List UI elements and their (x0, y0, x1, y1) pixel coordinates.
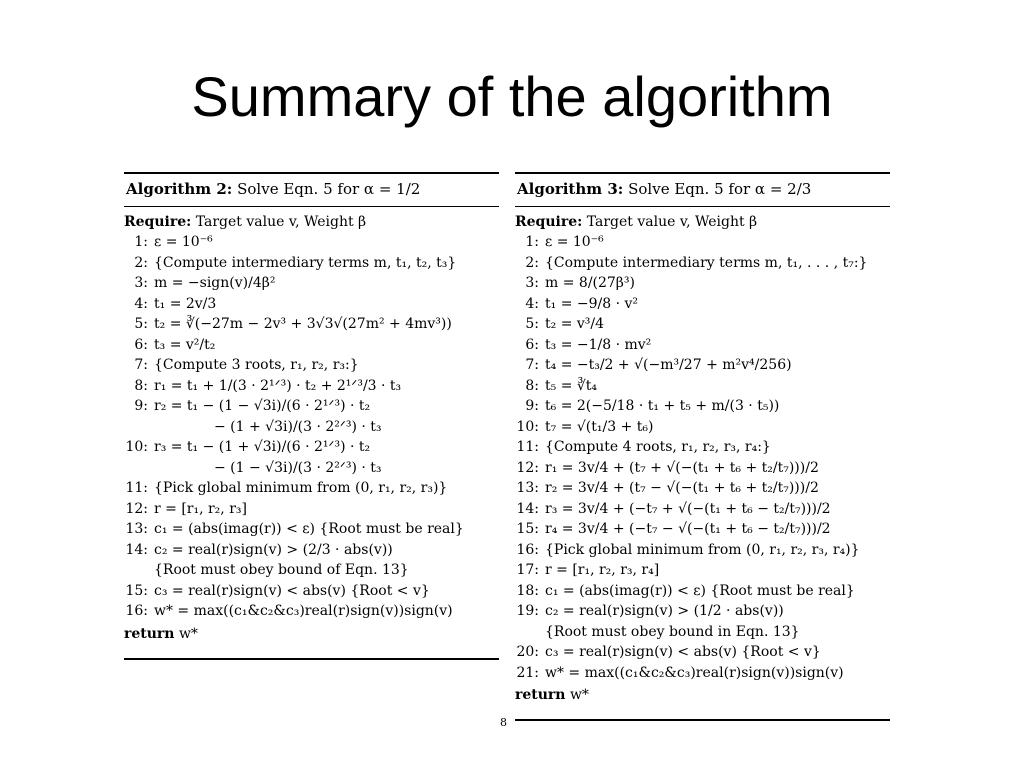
line-text: {Compute 3 roots, r₁, r₂, r₃:} (154, 357, 359, 373)
algorithm-3-caption: Solve Eqn. 5 for α = 2/3 (628, 180, 812, 198)
algorithm-line (124, 396, 499, 417)
line-number: 9: (134, 398, 148, 414)
line-number: 16: (516, 541, 539, 558)
line-text: ε = 10⁻⁶ (154, 234, 213, 250)
line-number: 20: (516, 644, 539, 660)
algorithm-2-return (124, 624, 499, 644)
line-text: w* = max((c₁&c₂&c₃)real(r)sign(v))sign(v) (545, 664, 844, 681)
line-number (124, 417, 154, 438)
algorithm-3-require-label: Require: (515, 214, 583, 230)
line-text: ε = 10⁻⁶ (545, 234, 604, 250)
line-number: 5: (134, 316, 148, 332)
algorithm-3-bottom-rule (515, 719, 890, 721)
algorithm-line (124, 560, 499, 581)
algorithm-line (515, 663, 890, 684)
line-number: 13: (516, 480, 539, 496)
line-text: {Compute 4 roots, r₁, r₂, r₃, r₄:} (545, 439, 771, 455)
algorithm-line (515, 560, 890, 581)
line-text: c₂ = real(r)sign(v) > (1/2 · abs(v)) (545, 603, 784, 619)
line-text: {Root must obey bound of Eqn. 13} (154, 562, 409, 578)
slide-title: Summary of the algorithm (191, 65, 833, 128)
algorithm-line (515, 581, 890, 602)
line-number: 13: (125, 521, 148, 537)
line-number: 1: (134, 234, 148, 250)
line-number: 8: (525, 377, 539, 394)
algorithm-line (124, 273, 499, 294)
line-text: − (1 + √3i)/(3 · 2²ᐟ³) · t₃ (214, 418, 382, 435)
line-text: m = 8/(27β³) (545, 275, 635, 291)
algorithm-3-return-value: w* (569, 687, 589, 703)
algorithm-2-require-text: Target value v, Weight β (195, 214, 367, 230)
algorithm-line (515, 478, 890, 499)
line-text: c₁ = (abs(imag(r)) < ε) {Root must be real} (154, 521, 464, 537)
line-text: t₃ = −1/8 · mv² (545, 336, 652, 353)
algorithm-2-lines (124, 232, 499, 622)
line-number: 14: (516, 500, 539, 517)
algorithm-3-return (515, 685, 890, 705)
line-number: 6: (134, 336, 148, 353)
line-number: 6: (525, 336, 539, 353)
line-text: r₃ = t₁ − (1 + √3i)/(6 · 2¹ᐟ³) · t₂ (154, 439, 371, 455)
algorithm-3-box (515, 172, 890, 721)
algorithm-line (124, 499, 499, 520)
line-text: r₁ = t₁ + 1/(3 · 2¹ᐟ³) · t₂ + 2¹ᐟ³/3 · t₃ (154, 377, 402, 394)
line-number: 9: (525, 398, 539, 414)
line-number: 7: (134, 357, 148, 373)
line-text: c₁ = (abs(imag(r)) < ε) {Root must be real} (545, 582, 855, 599)
algorithm-2-return-label: return (124, 625, 175, 642)
algorithm-3-lines (515, 232, 890, 683)
line-number: 8: (134, 377, 148, 394)
line-number: 10: (516, 418, 539, 435)
algorithm-line (124, 232, 499, 253)
line-text: r₃ = 3v/4 + (−t₇ + √(−(t₁ + t₆ − t₂/t₇)))/2 (545, 500, 831, 517)
line-text: r = [r₁, r₂, r₃] (154, 500, 247, 517)
line-text: t₄ = −t₃/2 + √(−m³/27 + m²v⁴/256) (545, 357, 792, 373)
line-number: 11: (516, 439, 539, 455)
line-number: 15: (516, 521, 539, 537)
line-number: 2: (134, 254, 148, 271)
line-text: w* = max((c₁&c₂&c₃)real(r)sign(v))sign(v) (154, 603, 453, 619)
line-text: t₅ = ∛t₄ (545, 377, 598, 394)
line-number: 5: (525, 316, 539, 332)
algorithm-line (124, 376, 499, 397)
line-number: 3: (134, 275, 148, 291)
algorithm-line (515, 396, 890, 417)
algorithm-3-require-text: Target value v, Weight β (586, 214, 758, 230)
line-number: 4: (134, 295, 148, 312)
line-number: 4: (525, 295, 539, 312)
algorithm-line (124, 540, 499, 561)
line-number: 15: (125, 582, 148, 599)
line-number: 2: (525, 254, 539, 271)
algorithm-line (515, 437, 890, 458)
line-number: 1: (525, 234, 539, 250)
algorithm-line (515, 232, 890, 253)
algorithm-line (515, 601, 890, 622)
line-text: r₂ = t₁ − (1 − √3i)/(6 · 2¹ᐟ³) · t₂ (154, 398, 371, 414)
algorithm-line (124, 335, 499, 356)
line-number: 7: (525, 357, 539, 373)
algorithm-2-header (124, 174, 499, 207)
line-number (515, 622, 545, 643)
algorithm-3-label: Algorithm 3: (517, 180, 624, 198)
line-number (124, 560, 154, 581)
algorithm-2-box (124, 172, 499, 660)
line-number: 12: (125, 500, 148, 517)
algorithm-line (515, 335, 890, 356)
line-number: 16: (125, 603, 148, 619)
line-text: {Compute intermediary terms m, t₁, t₂, t₃} (154, 254, 457, 271)
line-text: r₄ = 3v/4 + (−t₇ − √(−(t₁ + t₆ − t₂/t₇)))/2 (545, 521, 831, 537)
line-text: c₃ = real(r)sign(v) < abs(v) {Root < v} (154, 582, 430, 599)
line-text: t₁ = 2v/3 (154, 295, 217, 312)
line-number: 12: (516, 459, 539, 476)
line-number: 17: (516, 562, 539, 578)
line-number: 19: (516, 603, 539, 619)
algorithm-line (515, 314, 890, 335)
line-text: r₂ = 3v/4 + (t₇ − √(−(t₁ + t₆ + t₂/t₇)))/2 (545, 480, 819, 496)
algorithm-3-header (515, 174, 890, 207)
line-text: {Pick global minimum from (0, r₁, r₂, r₃)} (154, 480, 448, 496)
algorithm-2-require-label: Require: (124, 214, 192, 230)
line-number: 10: (125, 439, 148, 455)
line-text: t₁ = −9/8 · v² (545, 295, 639, 312)
line-text: m = −sign(v)/4β² (154, 275, 276, 291)
algorithm-line (515, 622, 890, 643)
line-text: r₁ = 3v/4 + (t₇ + √(−(t₁ + t₆ + t₂/t₇)))/2 (545, 459, 819, 476)
line-number: 18: (516, 582, 539, 599)
line-number: 14: (125, 541, 148, 558)
algorithm-line (515, 499, 890, 520)
algorithm-2-return-value: w* (178, 625, 198, 642)
algorithm-line (124, 437, 499, 458)
algorithm-2-require (124, 213, 499, 232)
algorithm-line (515, 417, 890, 438)
algorithm-2-caption: Solve Eqn. 5 for α = 1/2 (237, 180, 421, 198)
line-text: t₇ = √(t₁/3 + t₆) (545, 418, 654, 435)
line-number: 21: (516, 664, 539, 681)
algorithm-2-label: Algorithm 2: (126, 180, 233, 198)
line-text: − (1 − √3i)/(3 · 2²ᐟ³) · t₃ (214, 459, 382, 476)
page-number: 8 (500, 716, 507, 729)
algorithm-3-require (515, 213, 890, 232)
algorithm-line (124, 253, 499, 274)
algorithm-line (124, 519, 499, 540)
algorithm-line (515, 355, 890, 376)
algorithm-line (515, 273, 890, 294)
line-text: t₂ = ∛(−27m − 2v³ + 3√3√(27m² + 4mv³)) (154, 316, 452, 332)
algorithm-3-return-label: return (515, 687, 566, 703)
line-text: {Root must obey bound in Eqn. 13} (545, 623, 800, 640)
algorithm-line (515, 376, 890, 397)
line-text: c₂ = real(r)sign(v) > (2/3 · abs(v)) (154, 541, 393, 558)
line-number: 3: (525, 275, 539, 291)
algorithm-line (515, 642, 890, 663)
algorithm-line (124, 355, 499, 376)
algorithm-line (515, 519, 890, 540)
algorithm-line (124, 294, 499, 315)
line-text: t₂ = v³/4 (545, 316, 605, 332)
algorithm-2-bottom-rule (124, 658, 499, 660)
line-number (124, 458, 154, 479)
line-text: {Pick global minimum from (0, r₁, r₂, r₃, r₄)} (545, 541, 860, 558)
algorithm-line (124, 601, 499, 622)
algorithm-line (515, 294, 890, 315)
algorithm-line (124, 458, 499, 479)
line-number: 11: (125, 480, 148, 496)
algorithm-line (515, 540, 890, 561)
line-text: c₃ = real(r)sign(v) < abs(v) {Root < v} (545, 644, 821, 660)
line-text: r = [r₁, r₂, r₃, r₄] (545, 562, 660, 578)
algorithm-line (124, 314, 499, 335)
algorithm-line (124, 581, 499, 602)
line-text: {Compute intermediary terms m, t₁, . . . , t₇:} (545, 254, 868, 271)
algorithm-line (515, 458, 890, 479)
algorithm-line (124, 417, 499, 438)
algorithm-line (515, 253, 890, 274)
algorithm-line (124, 478, 499, 499)
line-text: t₃ = v²/t₂ (154, 336, 216, 353)
line-text: t₆ = 2(−5/18 · t₁ + t₅ + m/(3 · t₅)) (545, 398, 780, 414)
